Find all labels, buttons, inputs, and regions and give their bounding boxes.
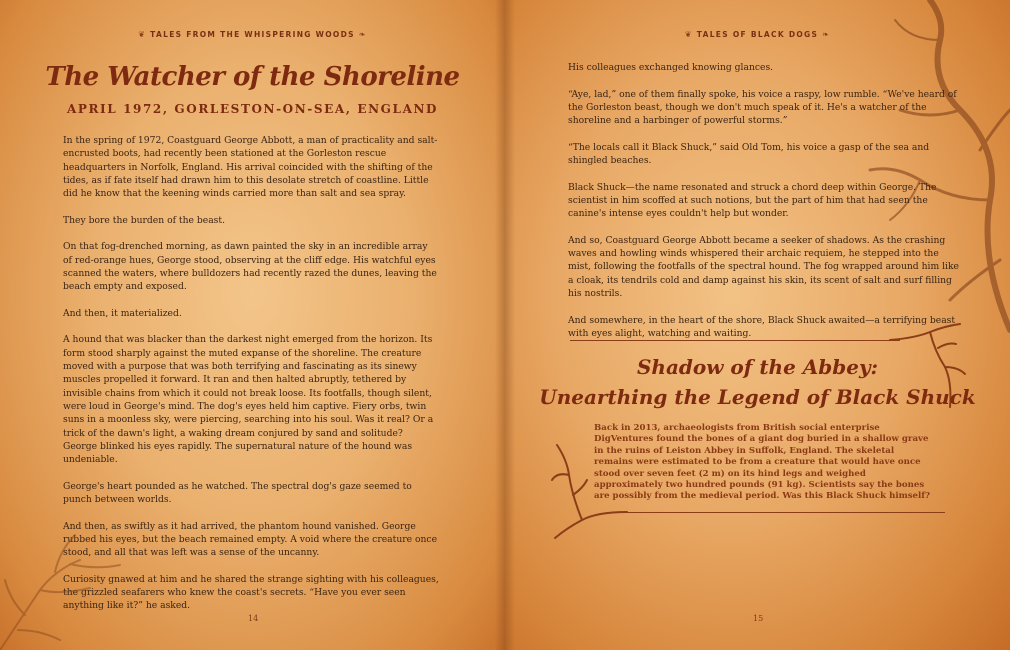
paragraph: “The locals call it Black Shuck,” said Old Tom, his voice a gasp of the sea and shingled beaches. [568, 141, 930, 167]
sidebar-text: Back in 2013, archaeologists from British social enterprise DigVentures found the bones of a giant dog buried in a shallow grave in the ruins of Leiston Abbey in Suffolk, England. The skeletal remains were estimated to be from a creature that would have once stood over seven feet (2 m) on its hind legs and weighed approximately two hundred pounds (91 kg). Scientists say the bones are possibly from the medieval period. Was this Black Shuck himself? [594, 423, 931, 502]
running-head-right-text: TALES OF BLACK DOGS [696, 30, 819, 39]
branch-bottom-left-icon [547, 440, 627, 540]
paragraph: His colleagues exchanged knowing glances. [568, 62, 774, 73]
sidebar-bottom-rule [615, 512, 945, 513]
tree-branches-icon [0, 520, 140, 650]
sidebar-title-line1: Shadow of the Abbey: [636, 355, 879, 379]
page-number-left: 14 [248, 614, 259, 623]
running-head-left-text: TALES FROM THE WHISPERING WOODS [150, 30, 355, 39]
paragraph: And then, it materialized. [63, 307, 182, 319]
paragraph: And somewhere, in the heart of the shore, Black Shuck awaited—a terrifying beast with eyes alight, watching and waiting. [568, 314, 956, 339]
paragraph: George's heart pounded as he watched. The spectral dog's gaze seemed to punch between worlds. [63, 480, 412, 506]
paragraph: They bore the burden of the beast. [63, 214, 226, 226]
paragraph: In the spring of 1972, Coastguard George Abbott, a man of practicality and salt-encrusted boots, had recently been stationed at the Gorleston rescue headquarters in Norfolk, England. His arrival coincided with the shifting of the tides, as if fate itself had drawn him to this desolate stretch of coastline. Little did he know that the keening winds carried more than salt and sea spray. [63, 135, 438, 200]
right-body-text [568, 61, 963, 354]
paragraph: And then, as swiftly as it had arrived, the phantom hound vanished. George rubbed his eyes, but the beach remained empty. A void where the creature once stood, and all that was left was a sense of the uncanny. [63, 520, 438, 559]
book-gutter [495, 0, 515, 650]
paragraph: And so, Coastguard George Abbott became a seeker of shadows. As the crashing waves and howling winds whispered their archaic requiem, he stepped into the mist, following the footfalls of the spectral hound. The fog wrapped around him like a cloak, its tendrils cold and damp against his skin, its scent of salt and surf filling his nostrils. [568, 234, 959, 300]
paragraph: “Aye, lad,” one of them finally spoke, his voice a raspy, low rumble. “We've heard of the Gorleston beast, though we don't much speak of it. He's a watcher of the shoreline and a harbinger of powerful storms.” [568, 88, 957, 127]
paragraph: Curiosity gnawed at him and he shared the strange sighting with his colleagues, the grizzled seafarers who knew the coast's secrets. “Have you ever seen anything like it?” he asked. [63, 573, 439, 612]
fleuron-icon: ❧ [358, 30, 367, 39]
paragraph: On that fog-drenched morning, as dawn painted the sky in an incredible array of red-orange hues, George stood, observing at the cliff edge. His watchful eyes scanned the waters, where bulldozers had recently razed the dunes, leaving the beach empty and exposed. [63, 241, 437, 293]
paragraph: Black Shuck—the name resonated and struck a chord deep within George. The scientist in him scoffed at such notions, but the part of him that had seen the canine's intense eyes couldn't help but wonder. [568, 181, 937, 220]
running-head-left [0, 30, 505, 39]
right-page [505, 0, 1010, 650]
sidebar-title-line2: Unearthing the Legend of Black Shuck [539, 385, 976, 409]
page-subtitle: APRIL 1972, GORLESTON-ON-SEA, ENGLAND [66, 102, 439, 116]
page-title: The Watcher of the Shoreline [45, 62, 460, 92]
paragraph: A hound that was blacker than the darkest night emerged from the horizon. Its form stood sharply against the muted expanse of the shoreline. The creature moved with a purpose that was both terrifying and fascinating as its sinewy muscles propelled it forward. It ran and then halted abruptly, tethered by invisible chains from which it could not break loose. Its footfalls, though silent, were loud in George's mind. The dog's eyes held him captive. Fiery orbs, twin suns in a moonless sky, were piercing, searching into his soul. Was it real? Or a trick of the dawn's light, a waking dream conjured by sand and solitude? George blinked his eyes rapidly. The supernatural nature of the hound was undeniable. [63, 334, 434, 466]
fleuron-icon: ❧ [822, 30, 831, 39]
sidebar-top-rule [570, 340, 900, 341]
fleuron-icon: ❦ [684, 30, 693, 39]
fleuron-icon: ❦ [138, 30, 147, 39]
page-number-right: 15 [753, 614, 764, 623]
